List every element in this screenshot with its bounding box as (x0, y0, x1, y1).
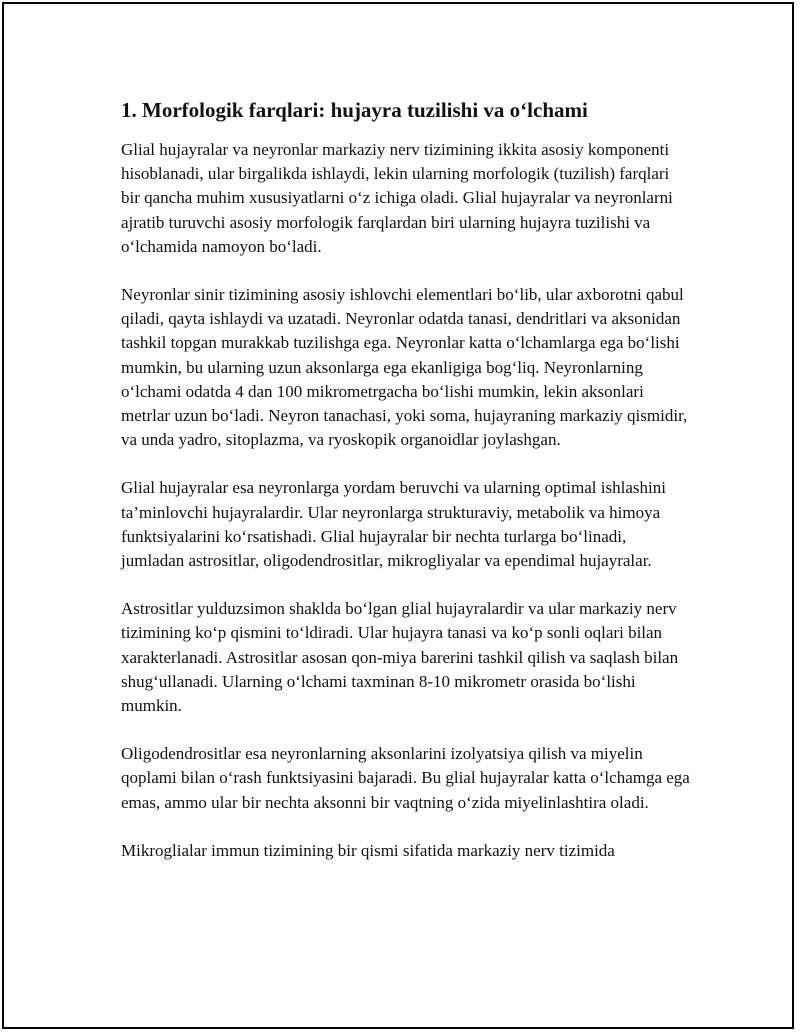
paragraph-oligodendrocytes: Oligodendrositlar esa neyronlarning aksonlarini izolyatsiya qilish va miyelin qoplami bilan o‘rash funktsiyasini bajaradi. Bu glial hujayralar katta o‘lchamga ega emas, ammo ular bir nechta aksonni bir vaqtning o‘zida miyelinlashtira oladi. (121, 744, 690, 812)
paragraph-neurons: Neyronlar sinir tizimining asosiy ishlovchi elementlari bo‘lib, ular axborotni qabul qiladi, qayta ishlaydi va uzatadi. Neyronlar odatda tanasi, dendritlari va aksonidan tashkil topgan murakkab tuzilishga ega. Neyronlar katta o‘lchamlarga ega bo‘lishi mumkin, bu ularning uzun aksonlarga ega ekanligiga bog‘liq. Neyronlarning o‘lchami odatda 4 dan 100 mikrometrgacha bo‘lishi mumkin, lekin aksonlari metrlar uzun bo‘ladi. Neyron tanachasi, yoki soma, hujayraning markaziy qismidir, va unda yadro, sitoplazma, va ryoskopik organoidlar joylashgan. (121, 285, 688, 450)
paragraph-microglia: Mikroglialar immun tizimining bir qismi sifatida markaziy nerv tizimida (121, 840, 615, 860)
document-body (121, 96, 691, 887)
section-heading: 1. Morfologik farqlari: hujayra tuzilishi va o‘lchami (121, 98, 588, 122)
paragraph-glial-cells: Glial hujayralar esa neyronlarga yordam beruvchi va ularning optimal ishlashini ta’minlovchi hujayralardir. Ular neyronlarga strukturaviy, metabolik va himoya funktsiyalarini ko‘rsatishadi. Glial hujayralar bir nechta turlarga bo‘linadi, jumladan astrositlar, oligodendrositlar, mikrogliyalar va ependimal hujayralar. (121, 478, 666, 571)
page (2, 2, 794, 1029)
paragraph-astrocytes: Astrositlar yulduzsimon shaklda bo‘lgan glial hujayralardir va ular markaziy nerv tizimining ko‘p qismini to‘ldiradi. Ular hujayra tanasi va ko‘p sonli oqlari bilan xarakterlanadi. Astrositlar asosan qon-miya barerini tashkil qilish va saqlash bilan shug‘ullanadi. Ularning o‘lchami taxminan 8-10 mikrometr orasida bo‘lishi mumkin. (121, 599, 679, 716)
paragraph-intro: Glial hujayralar va neyronlar markaziy nerv tizimining ikkita asosiy komponenti hisoblanadi, ular birgalikda ishlaydi, lekin ularning morfologik (tuzilish) farqlari bir qancha muhim xususiyatlarni o‘z ichiga oladi. Glial hujayralar va neyronlarni ajratib turuvchi asosiy morfologik farqlardan biri ularning hujayra tuzilishi va o‘lchamida namoyon bo‘ladi. (121, 140, 673, 256)
